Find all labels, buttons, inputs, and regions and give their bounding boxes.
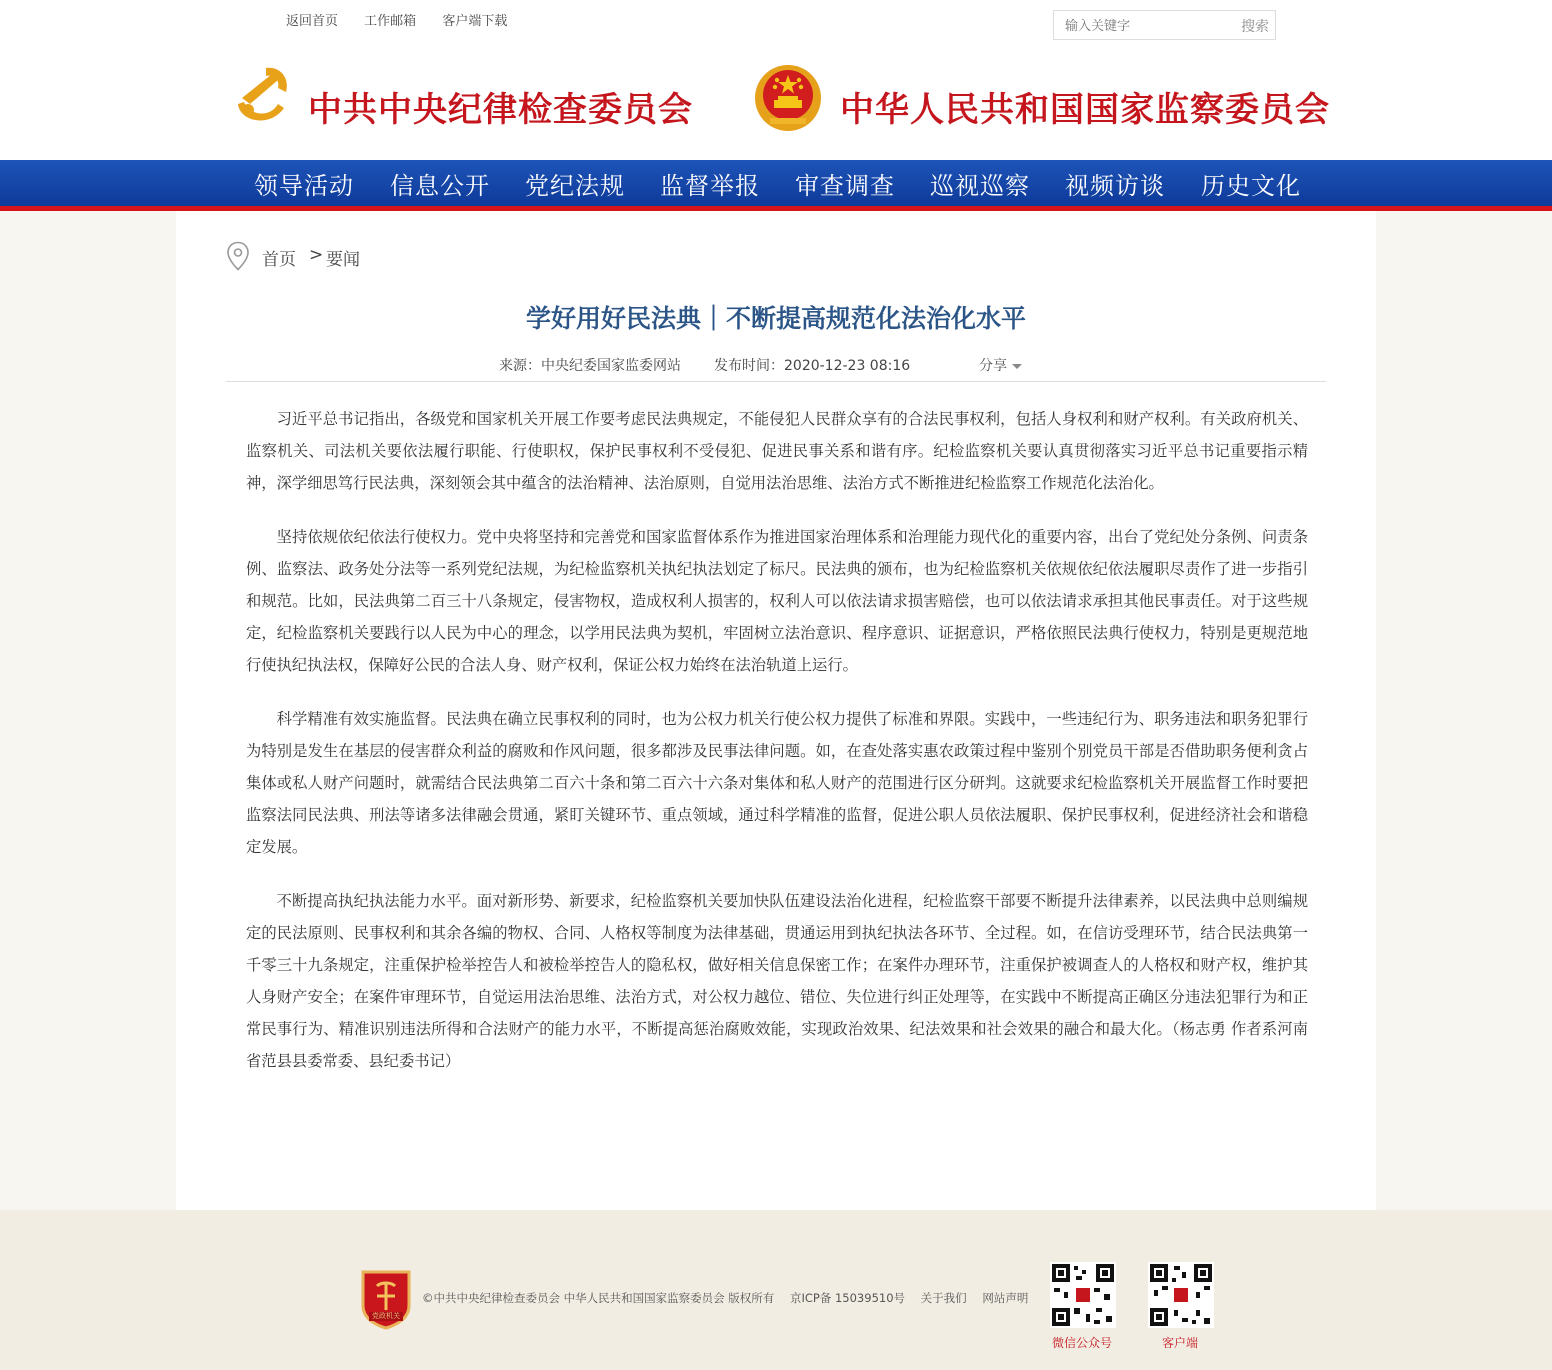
article-container: [176, 211, 1376, 1210]
email-link[interactable]: 工作邮箱: [364, 14, 417, 29]
qr-code-icon: [1148, 1262, 1214, 1328]
main-nav: [0, 160, 1552, 211]
article-paragraph: 习近平总书记指出，各级党和国家机关开展工作要考虑民法典规定，不能侵犯人民群众享有的合法民事权利，包括人身权利和财产权利。有关政府机关、监察机关、司法机关要依法履行职能、行使职权，保护民事权利不受侵犯、促进民事关系和谐有序。纪检监察机关要认真贯彻落实习近平总书记重要指示精神，深学细思笃行民法典，深刻领会其中蕴含的法治精神、法治原则，自觉用法治思维、法治方式不断推进纪检监察工作规范化法治化。: [246, 410, 1308, 492]
search-box: [1053, 10, 1276, 40]
nav-item-info[interactable]: 信息公开: [390, 172, 490, 200]
icp-link[interactable]: 京ICP备 15039510号: [789, 1291, 906, 1305]
wechat-qr-code: [1050, 1262, 1116, 1328]
article-paragraph: 科学精准有效实施监督。民法典在确立民事权利的同时，也为公权力机关行使公权力提供了标准和界限。实践中，一些违纪行为、职务违法和职务犯罪行为特别是发生在基层的侵害群众利益的腐败和作风问题，很多都涉及民事法律问题。如，在查处落实惠农政策过程中鉴别个别党员干部是否借助职务便利贪占集体或私人财产问题时，就需结合民法典第二百六十条和第二百六十六条对集体和私人财产的范围进行区分研判。这就要求纪检监察机关开展监督工作时要把监察法同民法典、刑法等诸多法律融会贯通，紧盯关键环节、重点领域，通过科学精准的监督，促进公职人员依法履职、保护民事权利，促进经济社会和谐稳定发展。: [246, 710, 1308, 856]
site-header: [0, 0, 1552, 160]
qr-code-icon: [1050, 1262, 1116, 1328]
app-qr-code: [1148, 1262, 1214, 1328]
government-site-logo[interactable]: [359, 1266, 413, 1334]
footer-info: [422, 1290, 1040, 1306]
nav-item-regulations[interactable]: 党纪法规: [525, 172, 625, 200]
national-emblem-icon: [752, 62, 824, 134]
chevron-down-icon: [1012, 364, 1022, 369]
copyright-text: ©中共中央纪律检查委员会 中华人民共和国国家监察委员会 版权所有: [422, 1291, 775, 1305]
client-download-link[interactable]: 客户端下载: [442, 14, 508, 29]
share-button[interactable]: [979, 355, 1022, 375]
nav-item-leadership[interactable]: 领导活动: [254, 172, 354, 200]
search-button[interactable]: 搜索: [1241, 19, 1269, 35]
nav-item-history[interactable]: 历史文化: [1201, 172, 1301, 200]
search-input[interactable]: [1063, 15, 1227, 37]
about-link[interactable]: 关于我们: [920, 1291, 967, 1305]
breadcrumb-current[interactable]: 要闻: [326, 250, 360, 270]
share-label: 分享: [979, 358, 1007, 374]
nav-item-inspection[interactable]: 巡视巡察: [930, 172, 1030, 200]
article-paragraph: 不断提高执纪执法能力水平。面对新形势、新要求，纪检监察机关要加快队伍建设法治化进程，纪检监察干部要不断提升法律素养，以民法典中总则编规定的民法原则、民事权利和其余各编的物权、合同、人格权等制度为法律基础，贯通运用到执纪执法各环节、全过程。如，在信访受理环节，结合民法典第一千零三十九条规定，注重保护检举控告人和被检举控告人的隐私权，做好相关信息保密工作；在案件办理环节，注重保护被调查人的人格权和财产权，维护其人身财产安全；在案件审理环节，自觉运用法治思维、法治方式，对公权力越位、错位、失位进行纠正处理等，在实践中不断提高正确区分违法犯罪行为和正常民事行为、精准识别违法所得和合法财产的能力水平，不断提高惩治腐败效能，实现政治效果、纪法效果和社会效果的融合和最大化。（杨志勇 作者系河南省范县县委常委、县纪委书记）: [246, 892, 1308, 1070]
location-pin-icon: [226, 241, 250, 271]
breadcrumb-home[interactable]: 首页: [262, 250, 296, 270]
nav-item-investigation[interactable]: 审查调查: [795, 172, 895, 200]
article-paragraph: 坚持依规依纪依法行使权力。党中央将坚持和完善党和国家监督体系作为推进国家治理体系和治理能力现代化的重要内容，出台了党纪处分条例、问责条例、监察法、政务处分法等一系列党纪法规，为纪检监察机关执纪执法划定了标尺。民法典的颁布，也为纪检监察机关依规依纪依法履职尽责作了进一步指引和规范。比如，民法典第二百三十八条规定，侵害物权，造成权利人损害的，权利人可以依法请求损害赔偿，也可以依法请求承担其他民事责任。对于这些规定，纪检监察机关要践行以人民为中心的理念，以学用民法典为契机，牢固树立法治意识、程序意识、证据意识，严格依照民法典行使权力，特别是更规范地行使执纪执法权，保障好公民的合法人身、财产权利，保证公权力始终在法治轨道上运行。: [246, 528, 1308, 674]
article-publish-time: 发布时间：2020-12-23 08:16: [714, 358, 911, 374]
statement-link[interactable]: 网站声明: [982, 1291, 1029, 1305]
title-divider: [226, 381, 1326, 382]
top-links: [286, 10, 529, 29]
party-emblem-icon: [226, 62, 296, 132]
site-footer: [0, 1210, 1552, 1370]
government-logo-label: 党政机关: [372, 1312, 400, 1320]
cpc-brand-title: 中共中央纪律检查委员会: [308, 90, 693, 130]
article-source: 来源：中央纪委国家监委网站: [499, 358, 681, 374]
nsc-brand-title: 中华人民共和国国家监察委员会: [840, 90, 1330, 130]
app-qr-label: 客户端: [1162, 1336, 1199, 1350]
article-title: 学好用好民法典｜不断提高规范化法治化水平: [525, 304, 1026, 333]
nav-item-report[interactable]: 监督举报: [660, 172, 760, 200]
home-link[interactable]: 返回首页: [286, 14, 339, 29]
article-body: [246, 403, 1308, 1099]
wechat-qr-label: 微信公众号: [1052, 1336, 1113, 1350]
breadcrumb-separator: >: [309, 245, 324, 265]
nav-item-video[interactable]: 视频访谈: [1065, 172, 1165, 200]
